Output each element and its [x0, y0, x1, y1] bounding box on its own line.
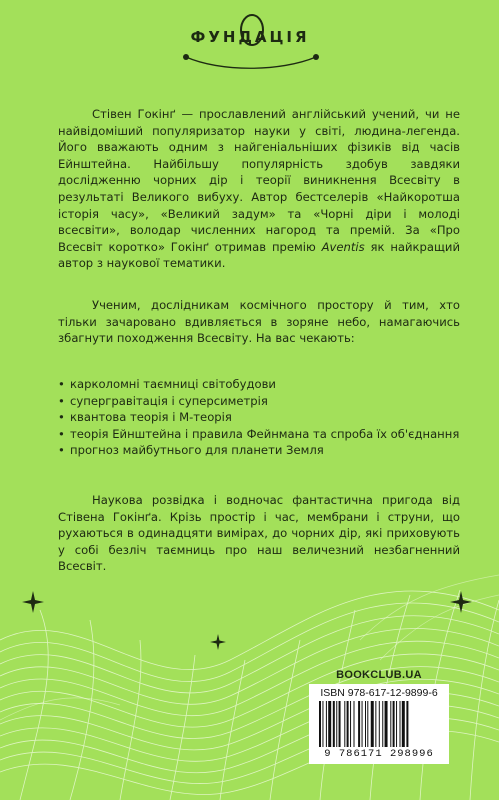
list-item: • супергравітація і суперсиметрія: [58, 393, 268, 408]
publisher-website: BOOKCLUB.UA: [336, 669, 422, 681]
list-item: • прогноз майбутнього для планети Земля: [58, 443, 324, 458]
barcode-icon: [319, 701, 439, 747]
barcode-number: 9 786171 298996: [324, 748, 434, 760]
summary-paragraph: Наукова розвідка і водночас фантастична пригода від Стівена Гокінґа. Крізь простір і час, мембрани і струни, що рухаються в одинадцяти вимірах, до чорних дір, які приховують у собі безліч таємниць про наш величезний незбагненний Всесвіт.: [58, 493, 460, 574]
isbn-barcode-block: [309, 684, 449, 764]
list-item: • теорія Ейнштейна і правила Фейнмана та спроба їх об'єднання: [58, 426, 460, 441]
list-item: • карколомні таємниці світобудови: [58, 377, 276, 391]
isbn-label: ISBN 978-617-12-9899-6: [320, 687, 438, 699]
publisher-logo: [150, 8, 350, 70]
logo-text: ФУНДАЦІЯ: [190, 28, 310, 46]
list-item: • квантова теорія і М-теорія: [58, 410, 232, 425]
topics-list: [58, 376, 460, 459]
sparkle-star-icon: [210, 634, 226, 650]
sparkle-star-icon: [22, 591, 44, 613]
sparkle-star-icon: [450, 591, 472, 613]
about-author-paragraph: Стівен Гокінґ — прославлений англійський учений, чи не найвідоміший популяризатор науки у світі, людина-легенда. Його вважають одним з найгеніальніших фізиків від часів Ейнштейна. Найбільшу популярність здобув завдяки дослідженню чорних дір і теорії виникнення Всесвіту в результаті Великого вибуху. Автор бестселерів «Найкоротша історія часу», «Великий задум» та «Чорні діри і молоді всесвіти», володар численних нагород та премій. За «Про Всесвіт коротко» Гокінґ отримав премію Aventis як найкращий автор з наукової тематики.: [58, 107, 461, 271]
audience-paragraph: Ученим, дослідникам космічного простору й тим, хто тільки зачаровано вдивляється в зоряне небо, намагаючись збагнути походження Всесвіту. На вас чекають:: [58, 298, 460, 346]
